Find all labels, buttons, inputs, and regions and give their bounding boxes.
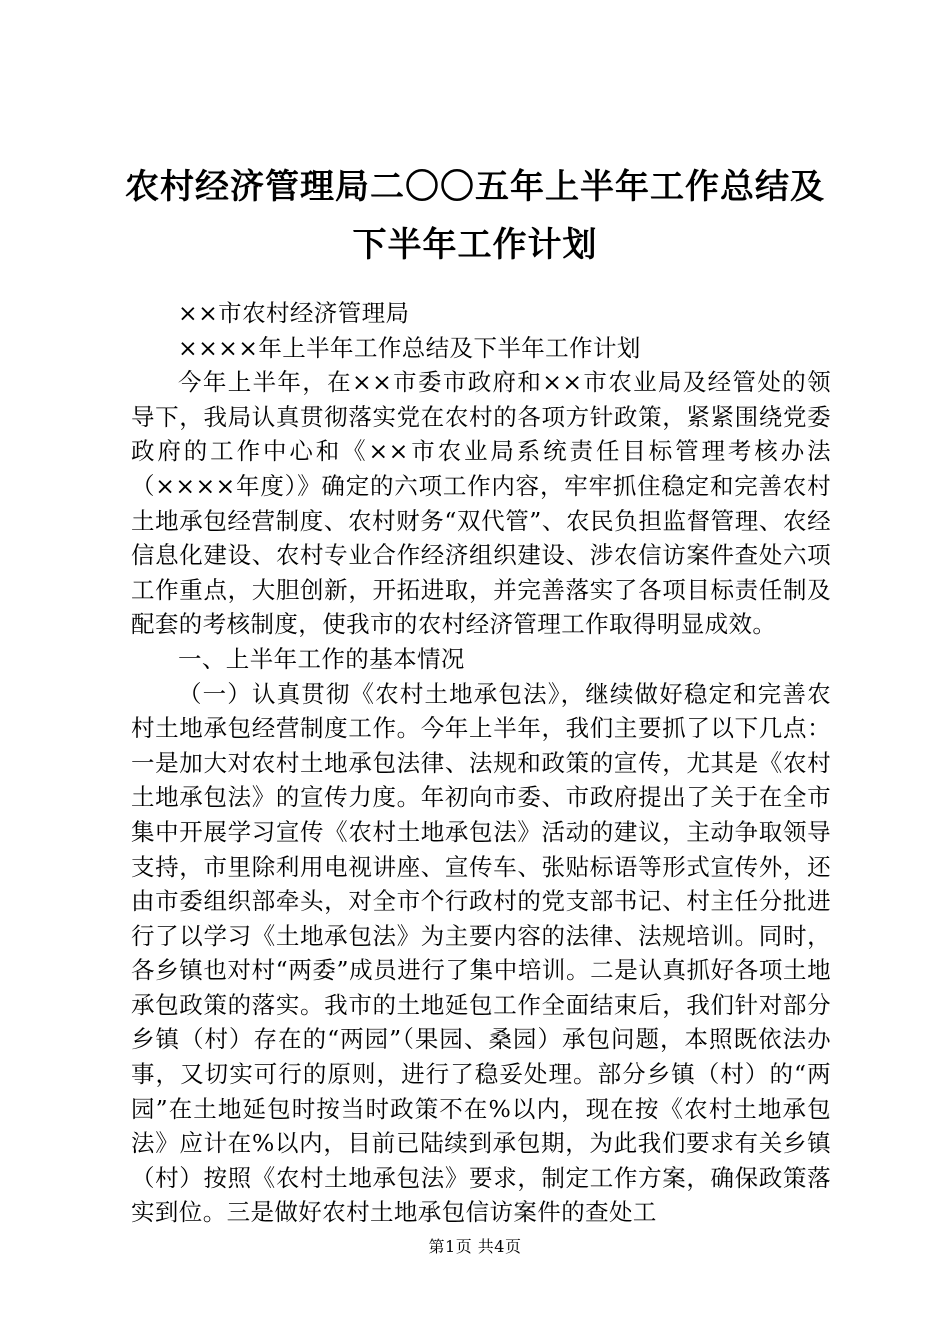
page-footer: 第1页 共4页 (428, 1237, 522, 1256)
document-body (131, 296, 831, 1230)
org-name-line: ××市农村经济管理局 (178, 299, 410, 327)
section-1-paragraph: （一）认真贯彻《农村土地承包法》，继续做好稳定和完善农村土地承包经营制度工作。今年上半年，我们主要抓了以下几点：一是加大对农村土地承包法律、法规和政策的宣传，尤其是《农村土地承包法》的宣传力度。年初向市委、市政府提出了关于在全市集中开展学习宣传《农村土地承包法》活动的建议，主动争取领导支持，市里除利用电视讲座、宣传车、张贴标语等形式宣传外，还由市委组织部牵头，对全市个行政村的党支部书记、村主任分批进行了以学习《土地承包法》为主要内容的法律、法规培训。同时，各乡镇也对村“两委”成员进行了集中培训。二是认真抓好各项土地承包政策的落实。我市的土地延包工作全面结束后，我们针对部分乡镇（村）存在的“两园”（果园、桑园）承包问题，本照既依法办事，又切实可行的原则，进行了稳妥处理。部分乡镇（村）的“两园”在土地延包时按当时政策不在%以内，现在按《农村土地承包法》应计在%以内，目前已陆续到承包期，为此我们要求有关乡镇（村）按照《农村土地承包法》要求，制定工作方案，确保政策落实到位。三是做好农村土地承包信访案件的查处工 (131, 679, 831, 1227)
document-title: 农村经济管理局二〇〇五年上半年工作总结及下半年工作计划 (125, 167, 825, 265)
intro-paragraph: 今年上半年，在××市委市政府和××市农业局及经管处的领导下，我局认真贯彻落实党在农村的各项方针政策，紧紧围绕党委政府的工作中心和《××市农业局系统责任目标管理考核办法（××××年度）》确定的六项工作内容，牢牢抓住稳定和完善农村土地承包经营制度、农村财务“双代管”、农民负担监督管理、农经信息化建设、农村专业合作经济组织建设、涉农信访案件查处六项工作重点，大胆创新，开拓进取，并完善落实了各项目标责任制及配套的考核制度，使我市的农村经济管理工作取得明显成效。 (131, 368, 831, 639)
section-heading: 一、上半年工作的基本情况 (178, 644, 465, 673)
subtitle-line: ××××年上半年工作总结及下半年工作计划 (178, 333, 641, 362)
